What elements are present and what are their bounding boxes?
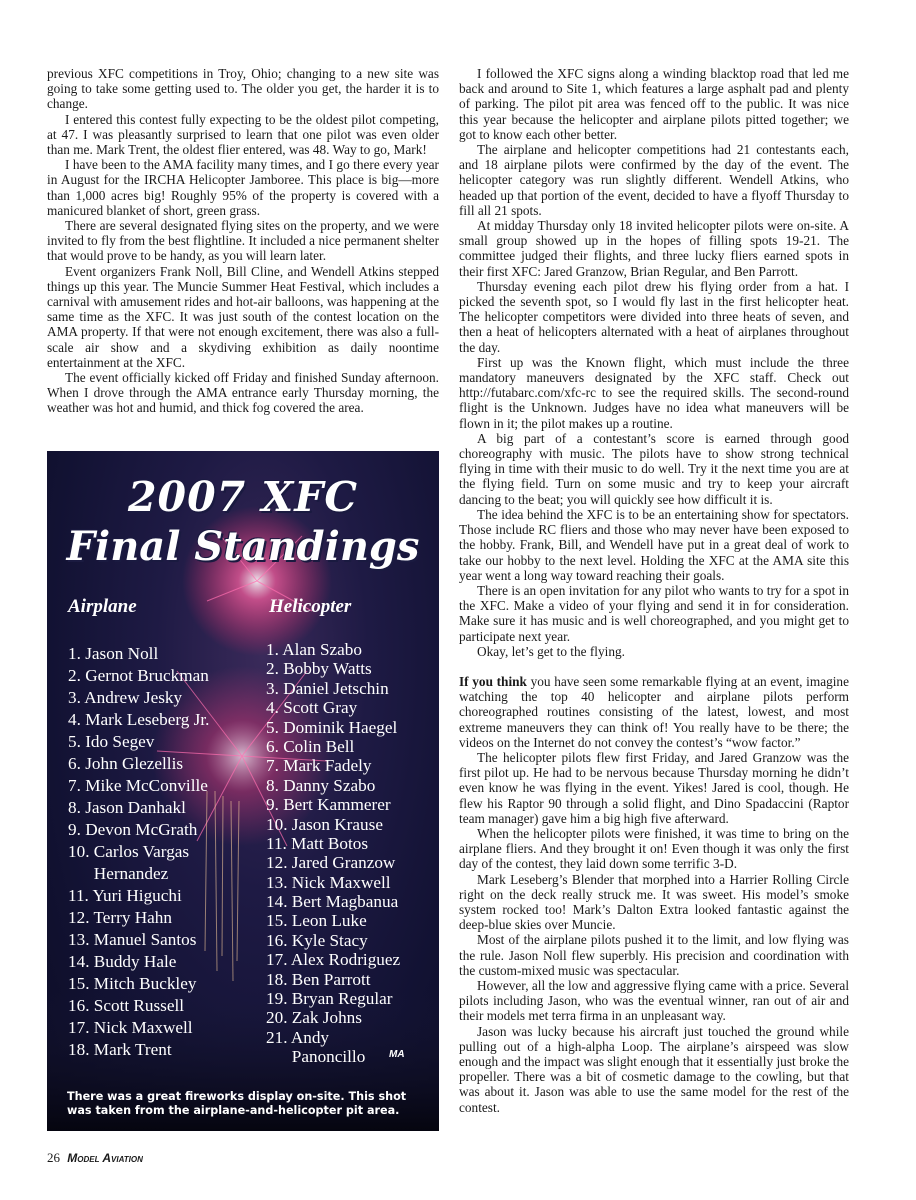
standing-item: 12. Jared Granzow <box>266 853 396 873</box>
fireworks-photo <box>47 451 439 1131</box>
standing-item: 1. Alan Szabo <box>266 640 362 659</box>
standing-item: 2. Gernot Bruckman <box>68 666 209 685</box>
standing-item: 15. Mitch Buckley <box>68 974 197 993</box>
paragraph: First up was the Known flight, which must include the three mandatory maneuvers designated by the XFC staff. Check out http://futabarc.com/xfc-rc to see the required skills. The second-round flight is the Unknown. Judges have no idea what maneuvers will be flown in it; the pilot makes up a routine. <box>459 354 849 431</box>
helicopter-standings <box>266 640 400 1067</box>
helicopter-heading: Helicopter <box>269 596 352 617</box>
standing-item: 19. Bryan Regular <box>266 989 393 1009</box>
paragraph: The idea behind the XFC is to be an entertaining show for spectators. Those include RC fliers and those who may never have been exposed to the hobby. Frank, Bill, and Wendell have put in a great deal of work to take our hobby to the next level. Holding the XFC at the AMA site this year went a long way toward reaching their goals. <box>459 506 849 583</box>
standing-item: 7. Mike McConville <box>68 776 208 795</box>
article-left-column <box>47 66 439 416</box>
ma-logo-mark: MA <box>389 1049 405 1060</box>
standing-item: 16. Kyle Stacy <box>266 930 368 950</box>
standing-item: 11. Yuri Higuchi <box>68 886 182 905</box>
page-footer <box>47 1150 143 1166</box>
publication-name: Model Aviation <box>67 1151 143 1165</box>
section-text: you have seen some remarkable flying at an event, imagine watching the top 40 helicopter and airplane pilots perform choreographed routines consisting of the latest, lowest, and most extreme maneuvers they can think of! You really have to be there; the videos on the Internet do not convey the contest’s “wow factor.” <box>459 673 849 750</box>
section-paragraph <box>459 674 849 750</box>
standing-item: 14. Buddy Hale <box>68 952 177 971</box>
standing-item: 17. Nick Maxwell <box>68 1018 193 1037</box>
airplane-standings <box>68 643 209 1061</box>
standing-item: 2. Bobby Watts <box>266 659 372 679</box>
standing-item: 4. Mark Leseberg Jr. <box>68 710 210 729</box>
standing-item: 10. Jason Krause <box>266 814 383 834</box>
paragraph: The helicopter pilots flew first Friday, and Jared Granzow was the first pilot up. He had to be nervous because Thursday morning he didn’t even know he was flying in the event. Yikes! Jared is cool, though. He flew his Raptor 90 through a solid flight, and Dino Spadaccini (Raptor team manager) gave him a big high five afterward. <box>459 749 849 826</box>
standing-item: 13. Manuel Santos <box>68 930 197 949</box>
standing-item: 18. Mark Trent <box>68 1040 172 1059</box>
standing-item: 5. Dominik Haegel <box>266 717 398 737</box>
article-right-column <box>459 66 849 1115</box>
standing-item: 3. Daniel Jetschin <box>266 678 389 698</box>
paragraph: At midday Thursday only 18 invited helicopter pilots were on-site. A small group showed up in the hopes of filling spots 19-21. The committee judged their flights, and three lucky fliers earned spots in their first XFC: Jared Granzow, Brian Regular, and Ben Parrott. <box>459 218 849 279</box>
standing-item: Hernandez <box>68 864 169 883</box>
standing-item: 4. Scott Gray <box>266 698 358 718</box>
paragraph: Most of the airplane pilots pushed it to the limit, and low flying was the rule. Jason Noll flew superbly. His precision and coordination with the custom-mixed music was spectacular. <box>459 932 849 978</box>
paragraph: The airplane and helicopter competitions had 21 contestants each, and 18 airplane pilots were confirmed by the day of the event. The helicopter category was run slightly different. Wendell Atkins, who headed up that portion of the event, decided to have a flyoff Thursday to fill all 21 spots. <box>459 142 849 218</box>
paragraph: The event officially kicked off Friday and finished Sunday afternoon. When I drove through the AMA entrance early Thursday morning, the weather was hot and humid, and thick fog covered the area. <box>47 370 439 416</box>
standing-item: 21. Andy <box>266 1027 330 1047</box>
paragraph: Thursday evening each pilot drew his flying order from a hat. I picked the seventh spot, so I would fly last in the first helicopter heat. The helicopter competitors were divided into three heats of seven, and then a heat of helicopters alternated with a heat of airplanes throughout the day. <box>459 278 849 355</box>
standing-item: 17. Alex Rodriguez <box>266 950 401 970</box>
paragraph: Okay, let’s get to the flying. <box>477 643 625 659</box>
paragraph: Mark Leseberg’s Blender that morphed into a Harrier Rolling Circle right on the deck really struck me. It was sweet. His model’s smoke system rocked too! Mark’s Dalton Extra looked fantastic against the deep-blue skies over Muncie. <box>459 871 849 933</box>
page-number: 26 <box>47 1150 60 1165</box>
standing-item: 5. Ido Segev <box>68 732 155 751</box>
photo-title: 2007 XFC <box>128 473 358 521</box>
standing-item: 13. Nick Maxwell <box>266 872 391 892</box>
standing-item: 8. Danny Szabo <box>266 775 376 795</box>
standing-item: 20. Zak Johns <box>266 1008 362 1028</box>
standing-item: 15. Leon Luke <box>266 911 367 931</box>
standing-item: 3. Andrew Jesky <box>68 688 183 707</box>
standing-item: 8. Jason Danhakl <box>68 798 186 817</box>
paragraph: There are several designated flying sites on the property, and we were invited to fly from the best flightline. It included a nice permanent shelter that would prove to be handy, as you will learn later. <box>47 218 439 264</box>
standing-item: 16. Scott Russell <box>68 996 185 1015</box>
standing-item: 1. Jason Noll <box>68 644 159 663</box>
paragraph: previous XFC competitions in Troy, Ohio; changing to a new site was going to take some getting used to. The older you get, the harder it is to change. <box>47 66 439 112</box>
standing-item: 12. Terry Hahn <box>68 908 172 927</box>
standing-item: 6. Colin Bell <box>266 736 355 756</box>
standing-item: 7. Mark Fadely <box>266 756 372 776</box>
standing-item: 9. Devon McGrath <box>68 820 198 839</box>
photo-caption: There was a great fireworks display on-site. This shot was taken from the airplane-and-helicopter pit area. <box>67 1090 407 1117</box>
paragraph: I have been to the AMA facility many times, and I go there every year in August for the IRCHA Helicopter Jamboree. This place is big—more than 1,000 acres big! Roughly 95% of the property is covered with a manicured blanket of short, green grass. <box>47 157 439 218</box>
airplane-heading: Airplane <box>68 596 137 617</box>
standing-item: 11. Matt Botos <box>266 833 369 853</box>
paragraph: When the helicopter pilots were finished, it was time to bring on the airplane fliers. And they brought it on! Even though it was only the first day of the contest, they laid down some terrific 3-D. <box>459 825 849 872</box>
paragraph: However, all the low and aggressive flying came with a price. Several pilots including Jason, who was the eventual winner, ran out of air and their models met terra firma in an unpleasant way. <box>459 977 850 1024</box>
standing-item: Panoncillo <box>266 1047 366 1067</box>
paragraph: I entered this contest fully expecting to be the oldest pilot competing, at 47. I was pleasantly surprised to learn that one pilot was even older than me. Mark Trent, the oldest flier entered, was 48. Way to go, Mark! <box>47 111 439 158</box>
section-runin: If you think <box>459 673 527 689</box>
standing-item: 18. Ben Parrott <box>266 969 371 989</box>
standing-item: 9. Bert Kammerer <box>266 795 391 815</box>
paragraph: A big part of a contestant’s score is earned through good choreography with music. The pilots have to show strong technical flying in time with their music to do well. Try it the next time you are at the flying field. Turn on some music and try to keep your aircraft dancing to the beat; you will quickly see how difficult it is. <box>459 430 849 507</box>
paragraph: Event organizers Frank Noll, Bill Cline, and Wendell Atkins stepped things up this year. The Muncie Summer Heat Festival, which includes a carnival with amusement rides and hot-air balloons, was happening at the same time as the XFC. It was just south of the contest location on the AMA property. If that were not enough excitement, there was also a full-scale air show and a skydiving exhibition as daily noontime entertainment at the XFC. <box>47 263 439 370</box>
standing-item: 14. Bert Magbanua <box>266 892 399 912</box>
paragraph: I followed the XFC signs along a winding blacktop road that led me back and around to Site 1, which features a large asphalt pad and plenty of parking. The pilot pit area was fenced off to the public. It was nice this year because the helicopter and airplane pilots pitted together; we got to know each other better. <box>459 66 849 142</box>
standing-item: 10. Carlos Vargas <box>68 842 190 861</box>
photo-subtitle: Final Standings <box>66 523 420 570</box>
paragraph: There is an open invitation for any pilot who wants to try for a spot in the XFC. Make a video of your flying and send it in for consideration. Make sure it has music and is well choreographed, and you might get to participate next year. <box>459 582 849 644</box>
standing-item: 6. John Glezellis <box>68 754 184 773</box>
paragraph: Jason was lucky because his aircraft just touched the ground while pulling out of a high-alpha Loop. The airplane’s airspeed was slow enough and the impact was slight enough that it essentially just broke the propeller. There was a bit of cosmetic damage to the cowling, but that was about it. Jason was able to use the same model for the rest of the contest. <box>459 1023 849 1115</box>
